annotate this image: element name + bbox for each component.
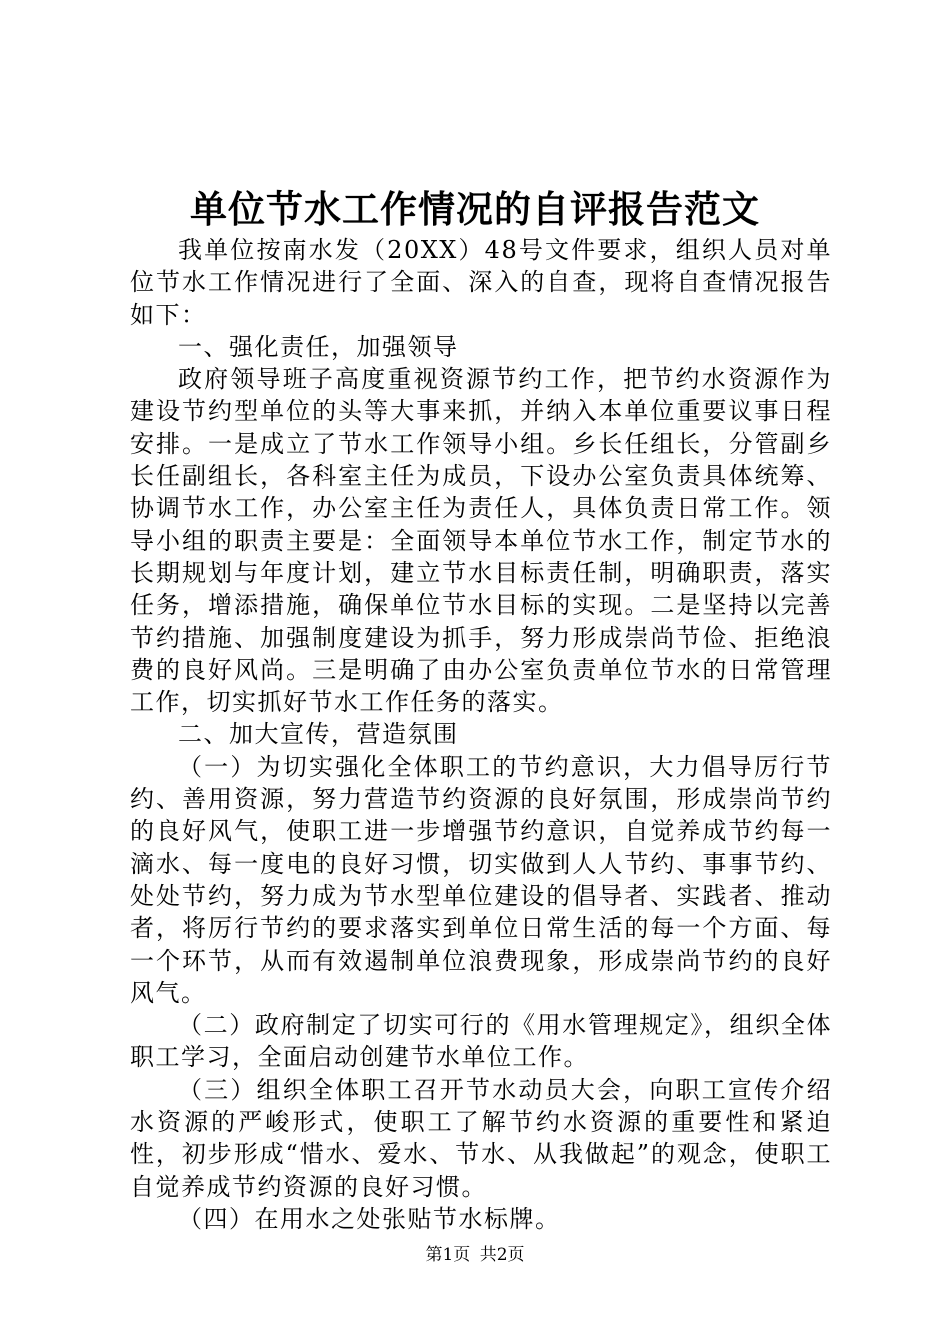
section-heading-2: 二、加大宣传，营造氛围 — [178, 720, 459, 749]
document-body — [130, 234, 832, 1235]
paragraph-item-3: （三）组织全体职工召开节水动员大会，向职工宣传介绍水资源的严峻形式，使职工了解节约水资源的重要性和紧迫性，初步形成“惜水、爱水、节水、从我做起”的观念，使职工自觉养成节约资源的良好习惯。 — [130, 1075, 832, 1201]
page-footer — [0, 1244, 950, 1266]
page-number-total: 共2页 — [479, 1245, 525, 1265]
paragraph-section-1: 政府领导班子高度重视资源节约工作，把节约水资源作为建设节约型单位的头等大事来抓，并纳入本单位重要议事日程安排。一是成立了节水工作领导小组。乡长任组长，分管副乡长任副组长，各科室主任为成员，下设办公室负责具体统筹、协调节水工作，办公室主任为责任人，具体负责日常工作。领导小组的职责主要是：全面领导本单位节水工作，制定节水的长期规划与年度计划，建立节水目标责任制，明确职责，落实任务，增添措施，确保单位节水目标的实现。二是坚持以完善节约措施、加强制度建设为抓手，努力形成崇尚节俭、拒绝浪费的良好风尚。三是明确了由办公室负责单位节水的日常管理工作，切实抓好节水工作任务的落实。 — [130, 365, 832, 717]
section-heading-1: 一、强化责任，加强领导 — [178, 332, 459, 361]
document-title: 单位节水工作情况的自评报告范文 — [190, 187, 760, 231]
paragraph-item-2: （二）政府制定了切实可行的《用水管理规定》，组织全体职工学习，全面启动创建节水单位工作。 — [130, 1011, 832, 1072]
page-number-current: 第1页 — [425, 1245, 471, 1265]
paragraph-item-4: （四）在用水之处张贴节水标牌。 — [178, 1204, 561, 1233]
paragraph-item-1: （一）为切实强化全体职工的节约意识，大力倡导厉行节约、善用资源，努力营造节约资源的良好氛围，形成崇尚节约的良好风气，使职工进一步增强节约意识，自觉养成节约每一滴水、每一度电的良好习惯，切实做到人人节约、事事节约、处处节约，努力成为节水型单位建设的倡导者、实践者、推动者，将厉行节约的要求落实到单位日常生活的每一个方面、每一个环节，从而有效遏制单位浪费现象，形成崇尚节约的良好风气。 — [130, 752, 832, 1007]
paragraph-intro: 我单位按南水发（20XX）48号文件要求，组织人员对单位节水工作情况进行了全面、深入的自查，现将自查情况报告如下： — [130, 236, 832, 329]
